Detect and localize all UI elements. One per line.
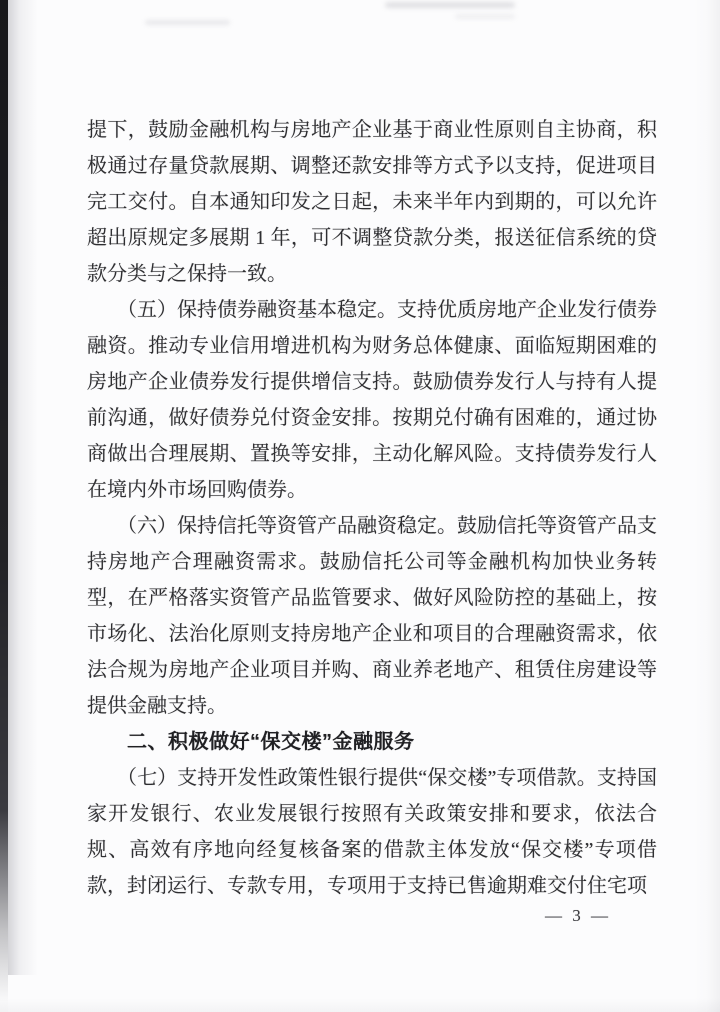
scan-edge-strip (0, 0, 8, 1012)
section-2-heading: 二、积极做好“保交楼”金融服务 (127, 731, 415, 753)
scan-artifact (385, 2, 515, 8)
page-left-shadow (8, 0, 38, 975)
scan-artifact (455, 14, 515, 19)
page-number: — 3 — (545, 906, 611, 925)
page-bottom-shadow (0, 998, 720, 1012)
page-right-shadow (694, 0, 720, 1012)
item-5-paragraph: （五）保持债券融资基本稳定。支持优质房地产企业发行债券融资。推动专业信用增进机构为财务总体健康、面临短期困难的房地产企业债券发行提供增信支持。鼓励债券发行人与持有人提前沟通，做好债券兑付资金安排。按期兑付确有困难的，通过协商做出合理展期、置换等安排，主动化解风险。支持债券发行人在境内外市场回购债券。 (87, 299, 657, 501)
scan-artifact (145, 20, 230, 25)
item-6-paragraph: （六）保持信托等资管产品融资稳定。鼓励信托等资管产品支持房地产合理融资需求。鼓励信托公司等金融机构加快业务转型，在严格落实资管产品监管要求、做好风险防控的基础上，按市场化、法治化原则支持房地产企业和项目的合理融资需求，依法合规为房地产企业项目并购、商业养老地产、租赁住房建设等提供金融支持。 (87, 515, 657, 717)
document-body (87, 112, 657, 904)
item-7-paragraph: （七）支持开发性政策性银行提供“保交楼”专项借款。支持国家开发银行、农业发展银行按照有关政策安排和要求，依法合规、高效有序地向经复核备案的借款主体发放“保交楼”专项借款，封闭运行、专款专用，专项用于支持已售逾期难交付住宅项 (87, 767, 657, 897)
continuation-paragraph: 提下，鼓励金融机构与房地产企业基于商业性原则自主协商，积极通过存量贷款展期、调整还款安排等方式予以支持，促进项目完工交付。自本通知印发之日起，未来半年内到期的，可以允许超出原规定多展期 1 年，可不调整贷款分类，报送征信系统的贷款分类与之保持一致。 (87, 119, 657, 285)
